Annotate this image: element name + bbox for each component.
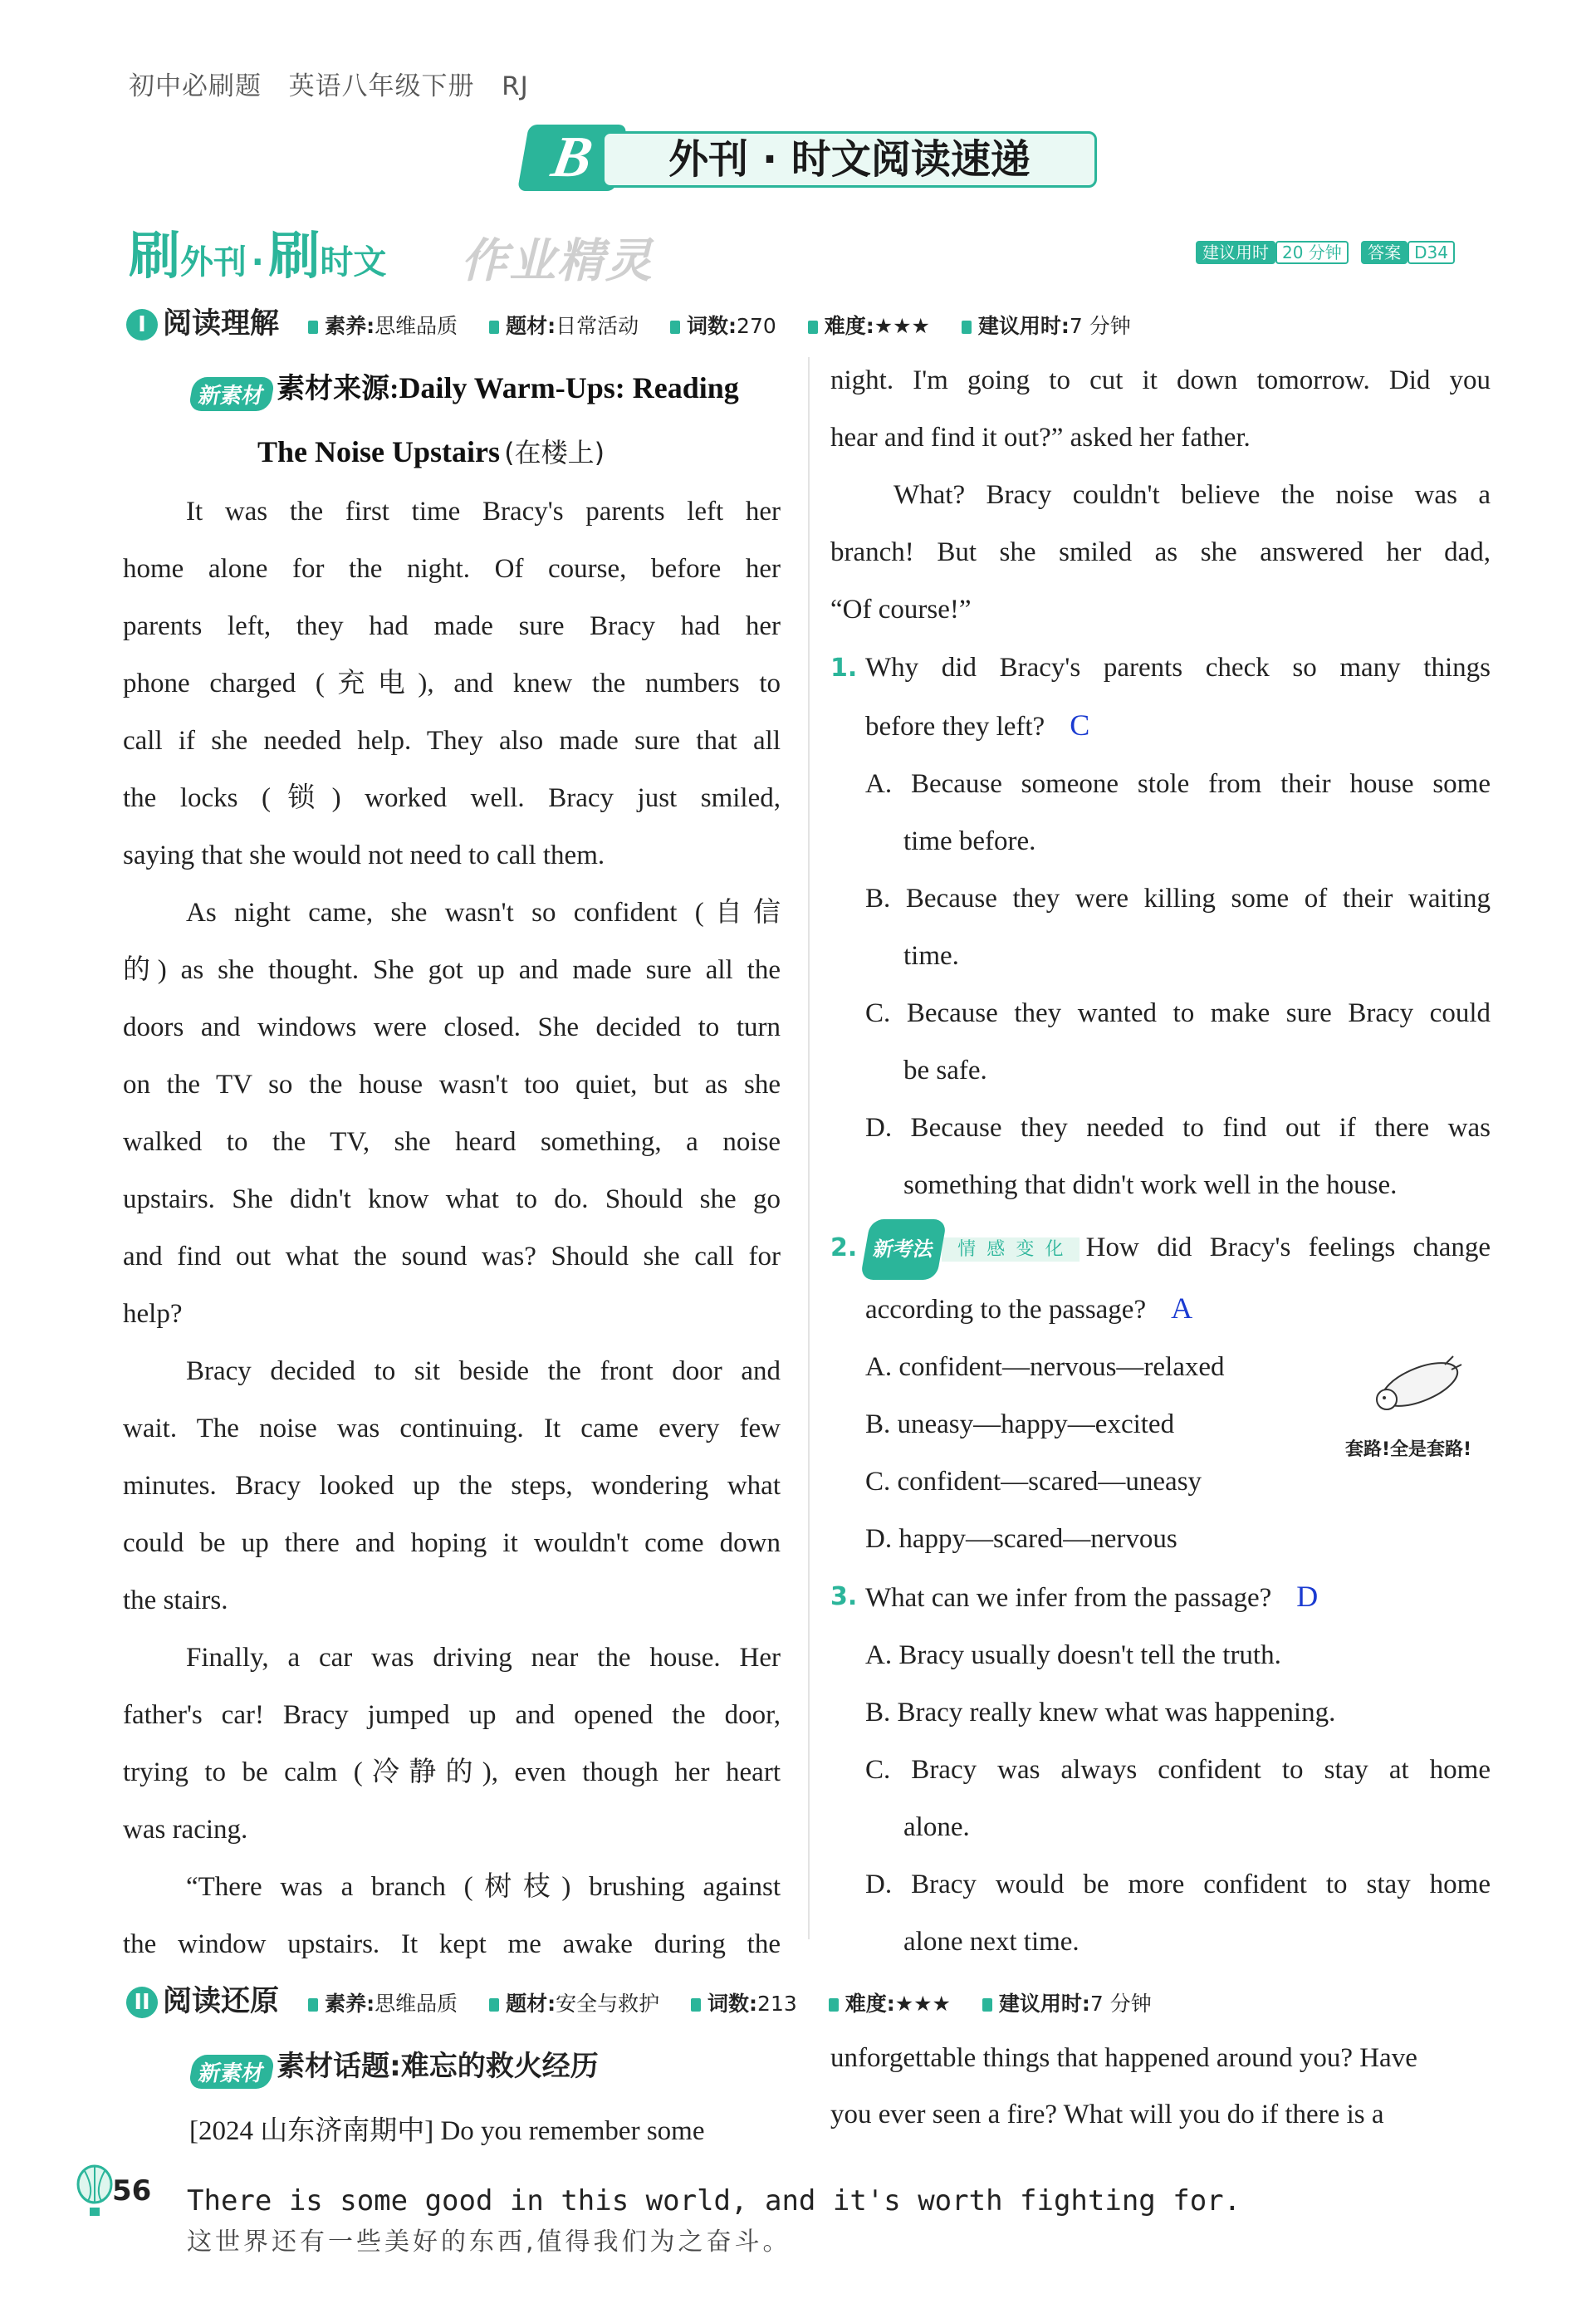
question-stem-text: How did Bracy's feelings change <box>1085 1233 1491 1263</box>
words-value: 213 <box>757 1992 797 2016</box>
passage-line: home alone for the night. Of course, before her <box>123 554 781 584</box>
book-name: 英语八年级下册 <box>288 71 475 101</box>
emotion-change-tag: 情感变化 <box>942 1237 1080 1262</box>
passage-line: the stairs. <box>123 1585 228 1615</box>
source-label: 素材来源: <box>277 374 399 404</box>
source-value: Daily Warm-Ups: Reading <box>399 371 739 404</box>
option-line: D. Bracy would be more confident to stay home <box>865 1870 1491 1899</box>
passage-line: branch! But she smiled as she answered her dad, <box>830 537 1491 567</box>
option-line: D. happy—scared—nervous <box>865 1524 1177 1554</box>
option-line: time. <box>903 941 959 971</box>
passage-line: 的) as she thought. She got up and made sure all the <box>123 955 781 985</box>
banner-title: 外刊 · 时文阅读速递 <box>602 131 1097 188</box>
option-line: something that didn't work well in the house. <box>903 1170 1398 1200</box>
passage-line: upstairs. She didn't know what to do. Should she go <box>123 1184 781 1214</box>
questions-block <box>830 640 1491 1971</box>
passage-line: and find out what the sound was? Should she call for <box>123 1242 781 1272</box>
skill-label: 素养: <box>325 314 375 338</box>
passage-line: the window upstairs. It kept me awake during the <box>123 1929 781 1959</box>
topic-line <box>191 2043 599 2089</box>
brand-char-2: 刷 <box>268 225 321 286</box>
words-label: 词数: <box>687 314 737 338</box>
brand-sep: · <box>251 243 264 282</box>
section-1-heading <box>126 301 1131 342</box>
passage-left-column <box>123 483 781 1973</box>
source-line <box>191 365 739 411</box>
brand-char-1: 刷 <box>129 225 181 286</box>
skill-value: 思维品质 <box>375 1992 458 2016</box>
difficulty-label: 难度: <box>845 1992 895 2016</box>
option-line: A. Because someone stole from their house some <box>865 769 1491 799</box>
passage-line: walked to the TV, she heard something, a noise <box>123 1127 781 1157</box>
time-tag <box>1196 239 1455 263</box>
question-stem-line <box>830 1219 1491 1280</box>
topic-value: 安全与救护 <box>556 1992 660 2016</box>
passage-line: trying to be calm (冷静的), even though her heart <box>123 1757 781 1787</box>
skill-value: 思维品质 <box>375 314 458 338</box>
section-1-title: 阅读理解 <box>163 307 280 341</box>
option-line: alone. <box>903 1812 970 1842</box>
option-line: C. confident—scared—uneasy <box>865 1467 1202 1497</box>
option-line: D. Because they needed to find out if there was <box>865 1113 1491 1143</box>
passage-line: parents left, they had made sure Bracy had her <box>123 611 781 641</box>
passage-line: minutes. Bracy looked up the steps, wondering what <box>123 1471 781 1501</box>
passage-line: doors and windows were closed. She decided to turn <box>123 1012 781 1042</box>
passage-line: saying that she would not need to call them. <box>123 840 605 870</box>
topic-head-label: 素材话题: <box>277 2050 401 2083</box>
option-line: B. uneasy—happy—excited <box>865 1409 1175 1439</box>
time-suggest-label: 建议用时: <box>977 314 1070 338</box>
topic-head: 难忘的救火经历 <box>400 2050 599 2083</box>
story-title-cn: (在楼上) <box>504 437 605 468</box>
passage-line: call if she needed help. They also made sure that all <box>123 726 781 756</box>
question-stem-text: according to the passage? <box>865 1295 1147 1325</box>
time-label: 建议用时 <box>1196 241 1275 264</box>
skill-label: 素养: <box>325 1992 375 2016</box>
passage-line: father's car! Bracy jumped up and opened the door, <box>123 1700 781 1730</box>
question-number: 2. <box>830 1233 858 1262</box>
question-stem-line <box>830 1568 1491 1627</box>
words-label: 词数: <box>707 1992 758 2016</box>
section-2-left-line: [2024 山东济南期中] Do you remember some <box>189 2116 705 2146</box>
topic-label: 题材: <box>506 1992 556 2016</box>
section-1-num: I <box>126 309 158 341</box>
option-line: A. Bracy usually doesn't tell the truth. <box>865 1640 1281 1670</box>
clock-icon <box>982 1998 992 2012</box>
story-title-line <box>257 432 605 470</box>
option-line: alone next time. <box>903 1927 1080 1957</box>
passage-line: “Of course!” <box>830 595 972 625</box>
passage-line: It was the first time Bracy's parents left her <box>186 497 781 527</box>
question-number: 1. <box>830 654 858 683</box>
passage-line: the locks (锁) worked well. Bracy just smiled, <box>123 783 781 813</box>
running-header <box>129 65 529 102</box>
section-2-right-line-1: unforgettable things that happened around you? Have <box>830 2043 1417 2073</box>
passage-line: hear and find it out?” asked her father. <box>830 423 1251 453</box>
question-stem-text: What can we infer from the passage? <box>865 1583 1272 1613</box>
answer-value: D34 <box>1408 241 1455 264</box>
option-line: C. Bracy was always confident to stay at home <box>865 1755 1491 1785</box>
edition: RJ <box>502 71 529 101</box>
topic-icon <box>489 321 499 334</box>
time-value: 20 分钟 <box>1275 241 1349 264</box>
brand-word-1: 外刊 <box>180 243 247 282</box>
skill-icon <box>308 321 318 334</box>
words-icon <box>691 1998 701 2012</box>
time-suggest-value: 7 分钟 <box>1069 314 1131 338</box>
option-line: A. confident—nervous—relaxed <box>865 1352 1225 1382</box>
option-line: C. Because they wanted to make sure Bracy could <box>865 998 1491 1028</box>
new-exam-method-tag: 新考法 <box>860 1219 947 1280</box>
question-number: 3. <box>830 1582 858 1611</box>
brand-word-2: 时文 <box>320 243 387 282</box>
passage-line: Finally, a car was driving near the house. Her <box>186 1643 781 1673</box>
series-name: 初中必刷题 <box>129 71 262 101</box>
skill-icon <box>308 1998 318 2012</box>
passage-line: was racing. <box>123 1815 248 1845</box>
question-stem-line <box>830 697 1491 756</box>
passage-line: on the TV so the house wasn't too quiet, but as she <box>123 1070 781 1100</box>
difficulty-icon <box>829 1998 839 2012</box>
passage-line: night. I'm going to cut it down tomorrow. Did you <box>830 365 1491 395</box>
question-stem-text: Why did Bracy's parents check so many things <box>865 653 1491 683</box>
words-value: 270 <box>737 314 776 338</box>
difficulty-icon <box>808 321 818 334</box>
question-3 <box>830 1568 1491 1971</box>
question-stem-text: before they left? <box>865 712 1045 742</box>
passage-right-column <box>830 352 1491 639</box>
handwritten-answer: A <box>1171 1291 1193 1325</box>
page-number: 56 <box>112 2174 152 2208</box>
topic-icon <box>489 1998 499 2012</box>
option-line: B. Bracy really knew what was happening. <box>865 1698 1336 1728</box>
column-divider <box>808 357 810 1939</box>
balloon-icon <box>75 2164 115 2219</box>
handwritten-answer: D <box>1296 1580 1319 1613</box>
passage-line: phone charged (充电), and knew the numbers to <box>123 669 781 698</box>
time-suggest-label: 建议用时: <box>998 1992 1090 2016</box>
banner-letter: B <box>517 125 627 191</box>
passage-line: What? Bracy couldn't believe the noise was a <box>893 480 1491 510</box>
topic-label: 题材: <box>506 314 556 338</box>
new-material-tag: 新素材 <box>188 2055 275 2089</box>
difficulty-label: 难度: <box>824 314 874 338</box>
clock-icon <box>962 321 972 334</box>
passage-line: Bracy decided to sit beside the front door and <box>186 1356 781 1386</box>
option-line: B. Because they were killing some of their waiting <box>865 884 1491 914</box>
option-line: be safe. <box>903 1056 987 1086</box>
footer-quote-en: There is some good in this world, and it's worth fighting for. <box>187 2184 1241 2218</box>
cartoon-doodle <box>1362 1350 1486 1441</box>
section-2-heading <box>126 1978 1152 2020</box>
passage-line: help? <box>123 1299 183 1329</box>
new-material-tag: 新素材 <box>188 377 275 411</box>
passage-line: wait. The noise was continuing. It came every few <box>123 1414 781 1443</box>
time-suggest-value: 7 分钟 <box>1089 1992 1152 2016</box>
footer-quote-cn: 这世界还有一些美好的东西,值得我们为之奋斗。 <box>187 2227 791 2257</box>
difficulty-value: ★★★ <box>874 314 930 338</box>
chapter-banner <box>523 125 1096 191</box>
section-2-title: 阅读还原 <box>163 1985 280 2018</box>
passage-line: could be up there and hoping it wouldn't come down <box>123 1528 781 1558</box>
question-stem-line <box>830 640 1491 697</box>
difficulty-value: ★★★ <box>894 1992 951 2016</box>
question-1 <box>830 640 1491 1214</box>
handwritten-answer: C <box>1070 708 1090 742</box>
brand-slogan <box>129 214 386 288</box>
topic-value: 日常活动 <box>556 314 639 338</box>
cartoon-caption: 套路!全是套路! <box>1345 1439 1472 1460</box>
answer-label: 答案 <box>1361 241 1408 264</box>
question-stem-line <box>830 1280 1491 1339</box>
section-2-right-line-2: you ever seen a fire? What will you do if there is a <box>830 2100 1384 2129</box>
option-line: time before. <box>903 826 1036 856</box>
watermark-text: 作业精灵 <box>461 234 654 288</box>
story-title: The Noise Upstairs <box>257 435 501 468</box>
passage-line: As night came, she wasn't so confident (自信 <box>186 898 781 928</box>
section-2-num: II <box>126 1987 158 2018</box>
words-icon <box>670 321 680 334</box>
passage-line: “There was a branch (树枝) brushing against <box>186 1872 781 1902</box>
